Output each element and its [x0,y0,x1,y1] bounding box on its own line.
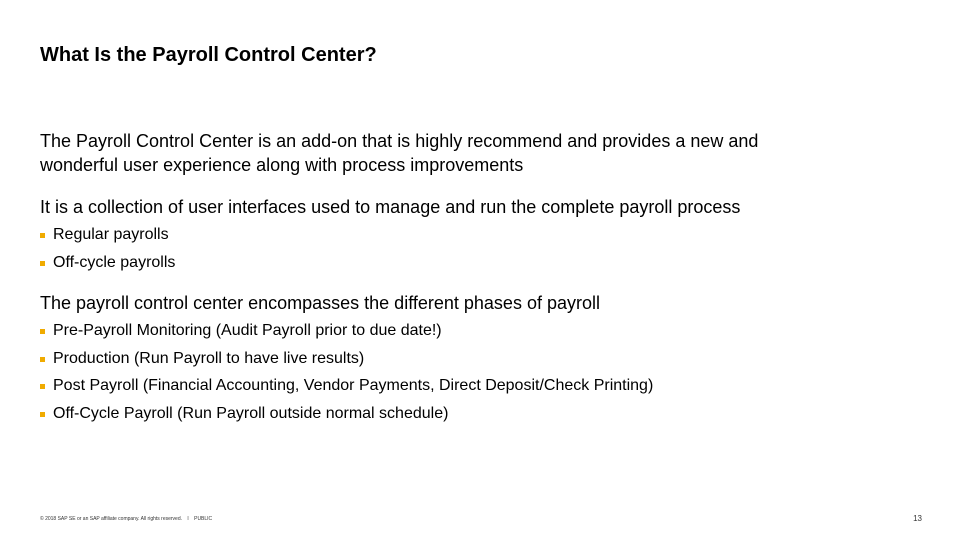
list-item-label: Off-cycle payrolls [53,254,176,271]
footer-separator: ǀ [187,516,189,522]
copyright-text: © 2018 SAP SE or an SAP affiliate company. All rights reserved. [40,516,183,522]
intro-paragraph [40,129,758,177]
page-number: 13 [913,514,922,523]
list-item [40,404,448,424]
list-item-label: Off-Cycle Payroll (Run Payroll outside normal schedule) [53,405,449,422]
list-item [40,225,169,245]
square-bullet-icon [40,384,45,389]
footer-copyright [40,515,212,523]
list-item [40,349,364,369]
intro-line-2: wonderful user experience along with process improvements [40,155,524,175]
phases-paragraph: The payroll control center encompasses the different phases of payroll [40,293,600,313]
list-item-label: Production (Run Payroll to have live results) [53,350,365,367]
square-bullet-icon [40,412,45,417]
square-bullet-icon [40,233,45,238]
square-bullet-icon [40,261,45,266]
collection-paragraph: It is a collection of user interfaces used to manage and run the complete payroll process [40,197,741,217]
classification-label: PUBLIC [194,516,213,522]
square-bullet-icon [40,329,45,334]
list-item-label: Post Payroll (Financial Accounting, Vendor Payments, Direct Deposit/Check Printing) [53,377,654,394]
intro-line-1: The Payroll Control Center is an add-on that is highly recommend and provides a new and [40,131,759,151]
list-item-label: Pre-Payroll Monitoring (Audit Payroll prior to due date!) [53,322,442,339]
list-item [40,376,653,396]
list-item-label: Regular payrolls [53,226,169,243]
list-item [40,253,175,273]
slide-title: What Is the Payroll Control Center? [40,44,377,66]
square-bullet-icon [40,357,45,362]
list-item [40,321,442,341]
